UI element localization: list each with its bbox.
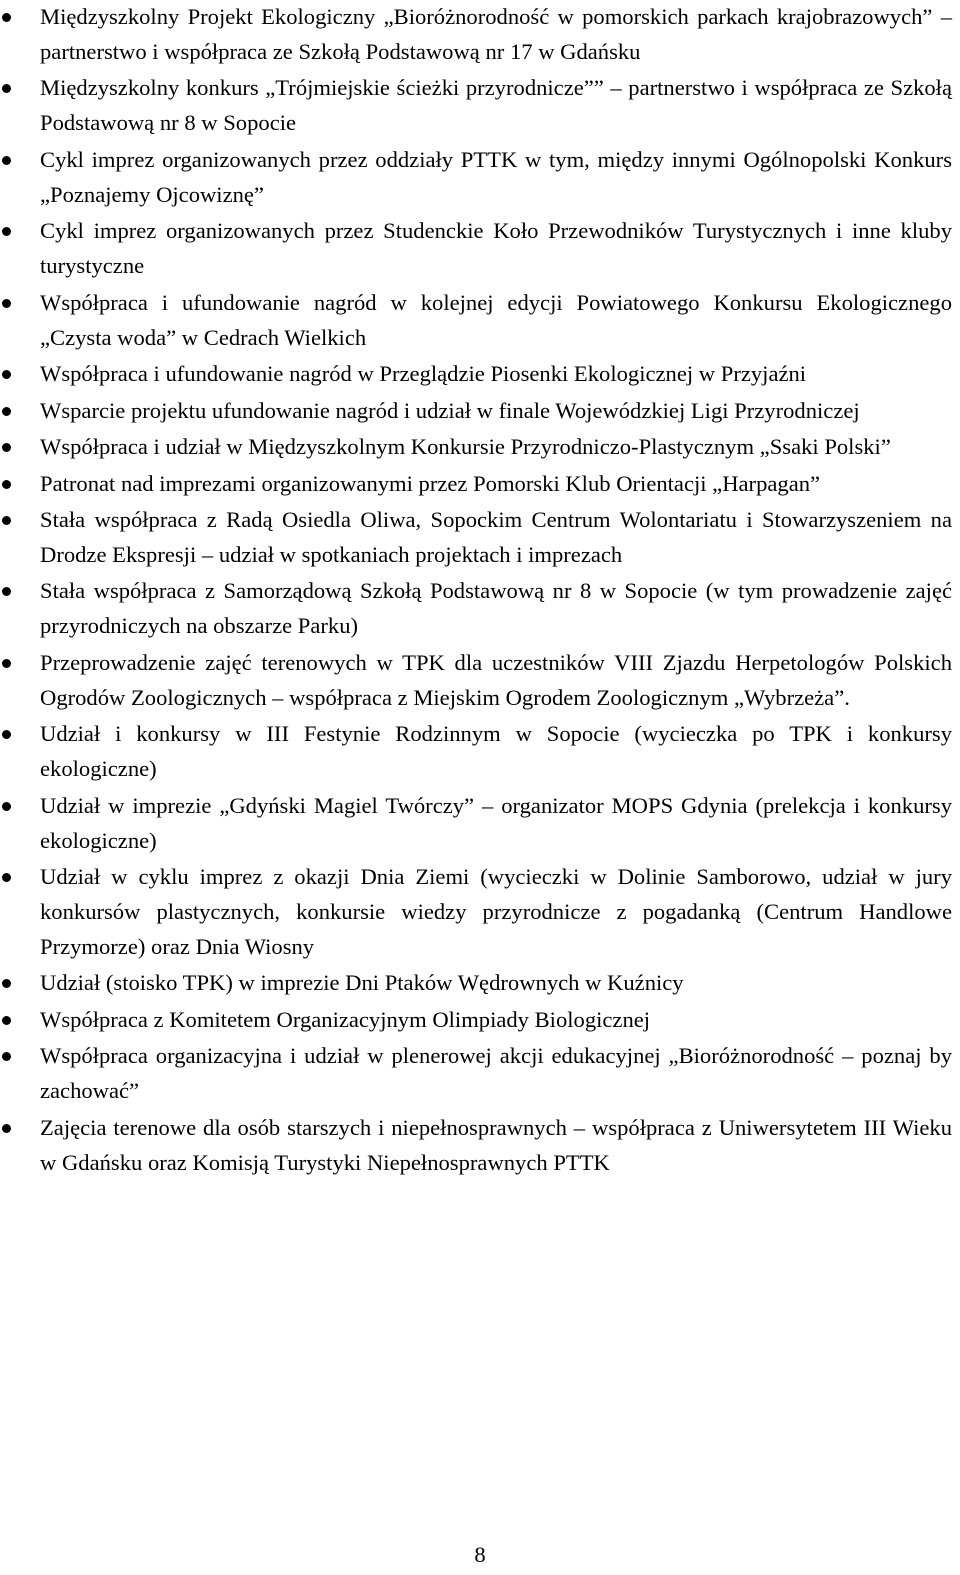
list-item-text: Cykl imprez organizowanych przez Studenckie Koło Przewodników Turystycznych i inne kluby turystyczne [40,218,952,279]
bullet-icon [2,299,11,308]
list-item [40,860,952,965]
bullet-icon [2,873,11,882]
page-number: 8 [474,1542,486,1567]
list-item [40,1003,952,1038]
list-item [40,430,952,465]
bullet-icon [2,587,11,596]
list-item [40,1111,952,1181]
bullet-icon [2,802,11,811]
list-item [40,574,952,644]
list-item-text: Cykl imprez organizowanych przez oddziały PTTK w tym, między innymi Ogólnopolski Konkurs „Poznajemy Ojcowiznę” [40,146,952,207]
list-item-text: Współpraca i ufundowanie nagród w Przeglądzie Piosenki Ekologicznej w Przyjaźni [40,361,807,387]
bullet-icon [2,370,11,379]
list-item-text: Stała współpraca z Radą Osiedla Oliwa, Sopockim Centrum Wolontariatu i Stowarzyszeniem na Drodze Ekspresji – udział w spotkaniach projektach i imprezach [40,507,952,567]
bullet-icon [2,1016,11,1025]
bullet-icon [2,227,11,236]
list-item-text: Udział i konkursy w III Festynie Rodzinnym w Sopocie (wycieczka po TPK i konkursy ekologiczne) [40,721,952,782]
list-item-text: Udział (stoisko TPK) w imprezie Dni Ptaków Wędrownych w Kuźnicy [40,970,684,996]
bullet-icon [2,730,11,739]
list-item-text: Współpraca i ufundowanie nagród w kolejnej edycji Powiatowego Konkursu Ekologicznego „Czysta woda” w Cedrach Wielkich [40,289,952,350]
list-item [40,966,952,1001]
list-item [40,789,952,859]
list-item [40,357,952,392]
list-item-text: Międzyszkolny Projekt Ekologiczny „Bioróżnorodność w pomorskich parkach krajobrazowych” – partnerstwo i współpraca ze Szkołą Podstawową nr 17 w Gdańsku [40,4,952,64]
list-item [40,394,952,429]
bullet-icon [2,480,11,489]
list-item-text: Współpraca i udział w Międzyszkolnym Konkursie Przyrodniczo-Plastycznym „Ssaki Polski” [40,434,891,460]
list-item [40,717,952,787]
list-item [40,646,952,716]
bullet-icon [2,979,11,988]
bullet-icon [2,407,11,416]
bullet-icon [2,659,11,668]
list-item-text: Udział w cyklu imprez z okazji Dnia Ziemi (wycieczki w Dolinie Samborowo, udział w jury konkursów plastycznych, konkursie wiedzy przyrodnicze z pogadanką (Centrum Handlowe Przymorze) oraz Dnia Wiosny [40,864,952,959]
list-item-text: Wsparcie projektu ufundowanie nagród i udział w finale Wojewódzkiej Ligi Przyrodniczej [40,397,860,423]
bullet-icon [2,156,11,165]
list-item [40,503,952,573]
list-item [40,0,952,70]
list-item-text: Zajęcia terenowe dla osób starszych i niepełnosprawnych – współpraca z Uniwersytetem III Wieku w Gdańsku oraz Komisją Turystyki Niepełnosprawnych PTTK [40,1114,952,1175]
list-item [40,143,952,213]
list-item-text: Patronat nad imprezami organizowanymi przez Pomorski Klub Orientacji „Harpagan” [40,470,821,496]
list-item-text: Współpraca z Komitetem Organizacyjnym Olimpiady Biologicznej [40,1006,651,1032]
bullet-icon [2,13,11,22]
list-item-text: Międzyszkolny konkurs „Trójmiejskie ścieżki przyrodnicze”” – partnerstwo i współpraca ze Szkołą Podstawową nr 8 w Sopocie [40,75,952,136]
list-item [40,286,952,356]
bullet-icon [2,1124,11,1133]
bullet-icon [2,443,11,452]
list-item [40,467,952,502]
list-item [40,214,952,284]
list-item-text: Stała współpraca z Samorządową Szkołą Podstawową nr 8 w Sopocie (w tym prowadzenie zajęć przyrodniczych na obszarze Parku) [40,578,952,639]
bullet-icon [2,1052,11,1061]
bullet-list [40,0,952,1182]
list-item [40,1039,952,1109]
bullet-icon [2,516,11,525]
list-item [40,71,952,141]
bullet-icon [2,84,11,93]
list-item-text: Przeprowadzenie zajęć terenowych w TPK dla uczestników VIII Zjazdu Herpetologów Polskich Ogrodów Zoologicznych – współpraca z Miejskim Ogrodem Zoologicznym „Wybrzeża”. [40,649,952,710]
list-item-text: Współpraca organizacyjna i udział w plenerowej akcji edukacyjnej „Bioróżnorodność – poznaj by zachować” [40,1043,952,1104]
list-item-text: Udział w imprezie „Gdyński Magiel Twórczy” – organizator MOPS Gdynia (prelekcja i konkursy ekologiczne) [40,792,952,853]
